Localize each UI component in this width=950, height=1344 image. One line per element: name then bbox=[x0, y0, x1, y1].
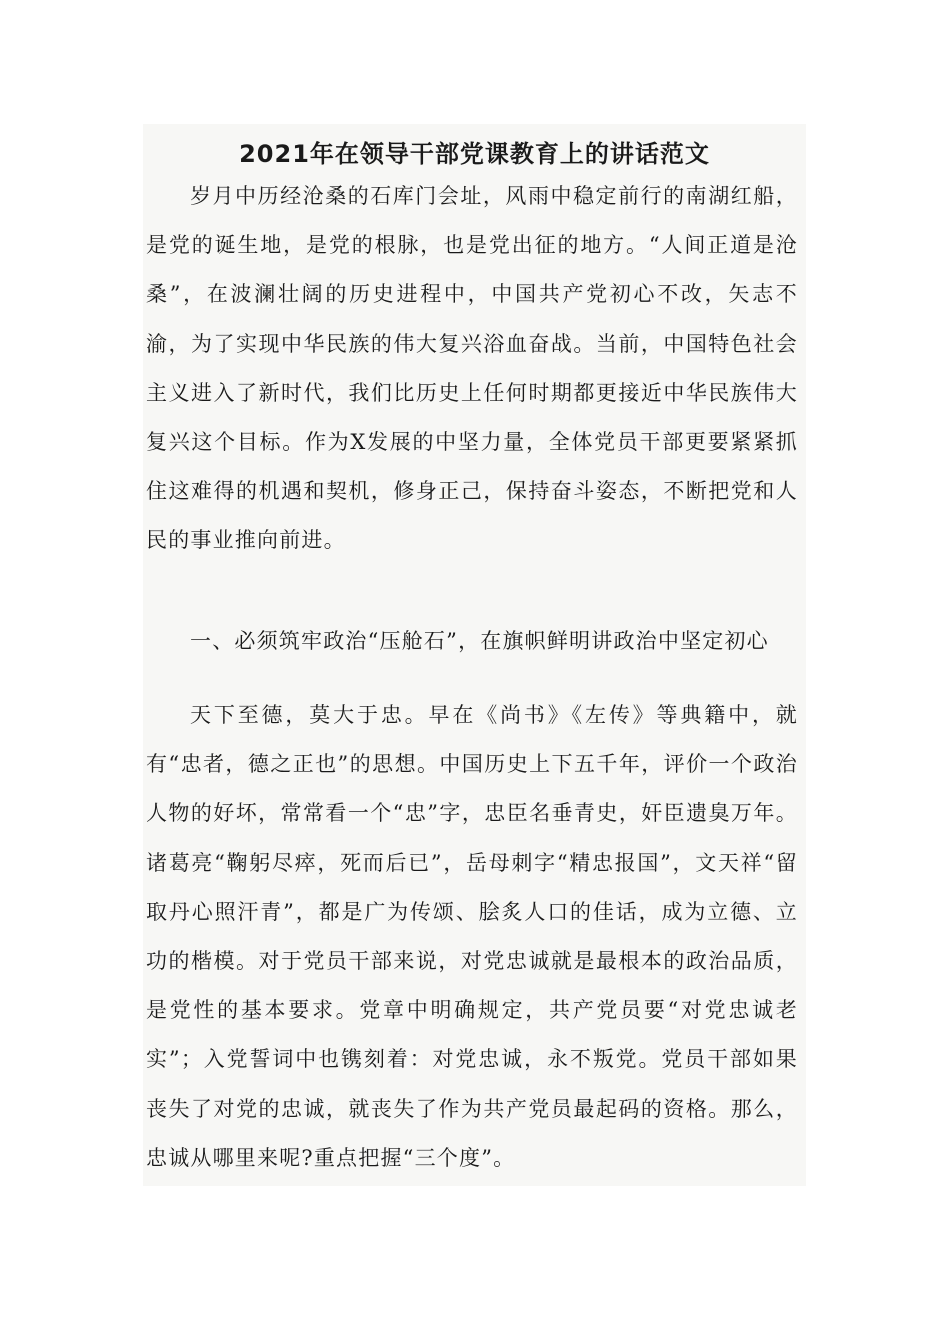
document-page bbox=[143, 124, 806, 1186]
document-title: 2021年在领导干部党课教育上的讲话范文 bbox=[239, 140, 710, 168]
paragraph-loyalty: 天下至德，莫大于忠。早在《尚书》《左传》等典籍中，就有“忠者，德之正也”的思想。中国历史上下五千年，评价一个政治人物的好坏，常常看一个“忠”字，忠臣名垂青史，奸臣遗臭万年。诸葛亮“鞠躬尽瘁，死而后已”，岳母刺字“精忠报国”，文天祥“留取丹心照汗青”，都是广为传颂、脍炙人口的佳话，成为立德、立功的楷模。对于党员干部来说，对党忠诚就是最根本的政治品质，是党性的基本要求。党章中明确规定，共产党员要“对党忠诚老实”；入党誓词中也镌刻着：对党忠诚，永不叛党。党员干部如果丧失了对党的忠诚，就丧失了作为共产党员最起码的资格。那么，忠诚从哪里来呢?重点把握“三个度”。 bbox=[146, 703, 798, 1170]
paragraph-intro: 岁月中历经沧桑的石库门会址，风雨中稳定前行的南湖红船，是党的诞生地，是党的根脉，也是党出征的地方。“人间正道是沧桑”，在波澜壮阔的历史进程中，中国共产党初心不改，矢志不渝，为了实现中华民族的伟大复兴浴血奋战。当前，中国特色社会主义进入了新时代，我们比历史上任何时期都更接近中华民族伟大复兴这个目标。作为X发展的中坚力量，全体党员干部更要紧紧抓住这难得的机遇和契机，修身正己，保持奋斗姿态，不断把党和人民的事业推向前进。 bbox=[146, 184, 798, 553]
section-heading-1: 一、必须筑牢政治“压舱石”，在旗帜鲜明讲政治中坚定初心 bbox=[190, 629, 769, 653]
